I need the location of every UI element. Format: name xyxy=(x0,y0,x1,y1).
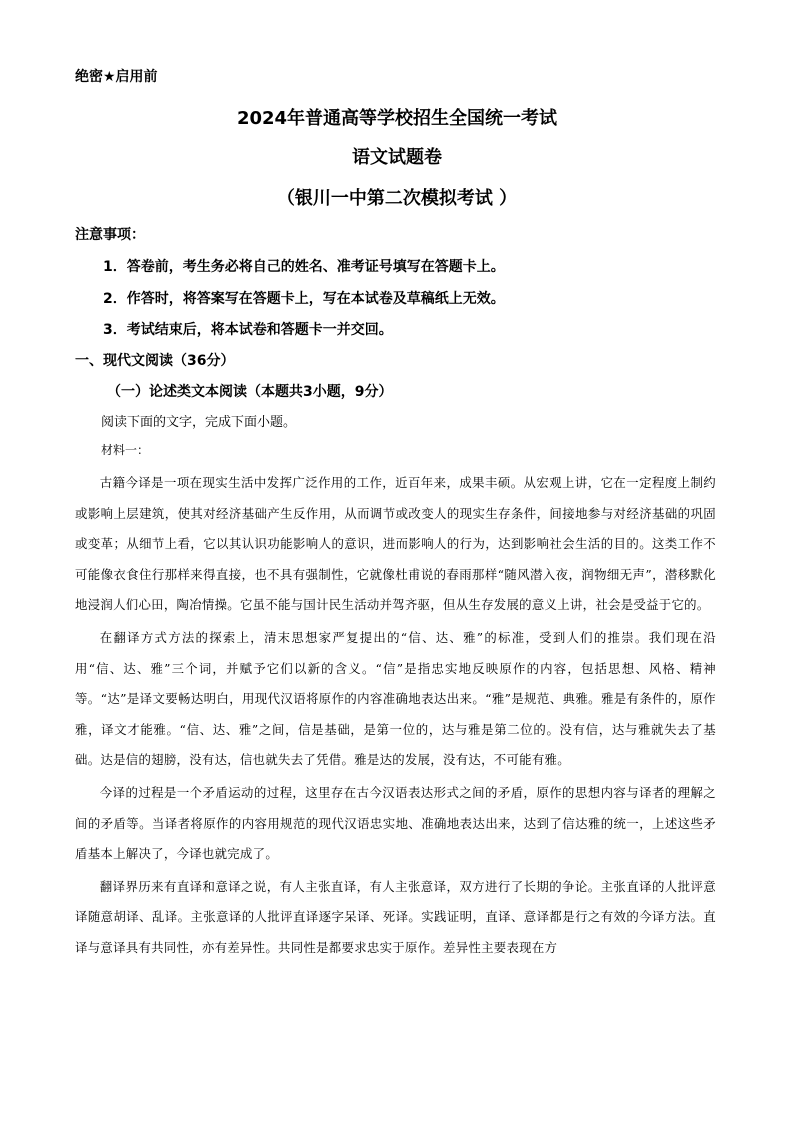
exam-subject: 语文试题卷 xyxy=(352,147,442,168)
section-heading: 一、现代文阅读（36分） xyxy=(75,353,235,369)
confidential-label: 绝密★启用前 xyxy=(75,69,158,85)
passage-paragraph: 翻译界历来有直译和意译之说，有人主张直译，有人主张意译，双方进行了长期的争论。主张直译的人批评意译随意胡译、乱译。主张意译的人批评直译逐字呆译、死译。实践证明，直译、意译都是行之有效的今译方法。直译与意译具有共同性，亦有差异性。共同性是都要求忠实于原作。差异性主要表现在方 xyxy=(75,878,716,955)
exam-school: （银川一中第二次模拟考试 ） xyxy=(276,188,518,209)
passage-paragraph: 古籍今译是一项在现实生活中发挥广泛作用的工作，近百年来，成果丰硕。从宏观上讲，它在一定程度上制约或影响上层建筑，使其对经济基础产生反作用，从而调节或改变人的现实生存条件，间接地参与对经济基础的巩固或变革；从细节上看，它以其认识功能影响人的意识，进而影响人的行为，达到影响社会生活的目的。这类工作不可能像衣食住行那样来得直接，也不具有强制性，它就像杜甫说的春雨那样“随风潜入夜，润物细无声”，潜移默化地浸润人们心田，陶冶情操。它虽不能与国计民生活动并驾齐驱，但从生存发展的意义上讲，社会是受益于它的。 xyxy=(75,475,716,613)
reading-passage xyxy=(75,468,716,966)
notice-item: 1．答卷前，考生务必将自己的姓名、准考证号填写在答题卡上。 xyxy=(103,259,505,275)
notice-heading: 注意事项： xyxy=(75,227,145,243)
notice-item: 3．考试结束后，将本试卷和答题卡一并交回。 xyxy=(103,322,393,338)
notice-item: 2．作答时，将答案写在答题卡上，写在本试卷及草稿纸上无效。 xyxy=(103,291,505,307)
exam-title: 2024年普通高等学校招生全国统一考试 xyxy=(236,108,558,129)
passage-paragraph: 在翻译方式方法的探索上，清末思想家严复提出的“信、达、雅”的标准，受到人们的推崇。我们现在沿用“信、达、雅”三个词，并赋予它们以新的含义。“信”是指忠实地反映原作的内容，包括思想、风格、精神等。“达”是译文要畅达明白，用现代汉语将原作的内容准确地表达出来。“雅”是规范、典雅。雅是有条件的，原作雅，译文才能雅。“信、达、雅”之间，信是基础，是第一位的，达与雅是第二位的。没有信，达与雅就失去了基础。达是信的翅膀，没有达，信也就失去了凭借。雅是达的发展，没有达，不可能有雅。 xyxy=(75,629,716,768)
material-label: 材料一： xyxy=(101,443,150,457)
reading-instruction: 阅读下面的文字，完成下面小题。 xyxy=(101,415,297,430)
subsection-heading: （一）论述类文本阅读（本题共3小题，9分） xyxy=(107,384,393,400)
passage-paragraph: 今译的过程是一个矛盾运动的过程，这里存在古今汉语表达形式之间的矛盾，原作的思想内容与译者的理解之间的矛盾等。当译者将原作的内容用规范的现代汉语忠实地、准确地表达出来，达到了信达雅的统一，上述这些矛盾基本上解决了，今译也就完成了。 xyxy=(75,784,716,862)
